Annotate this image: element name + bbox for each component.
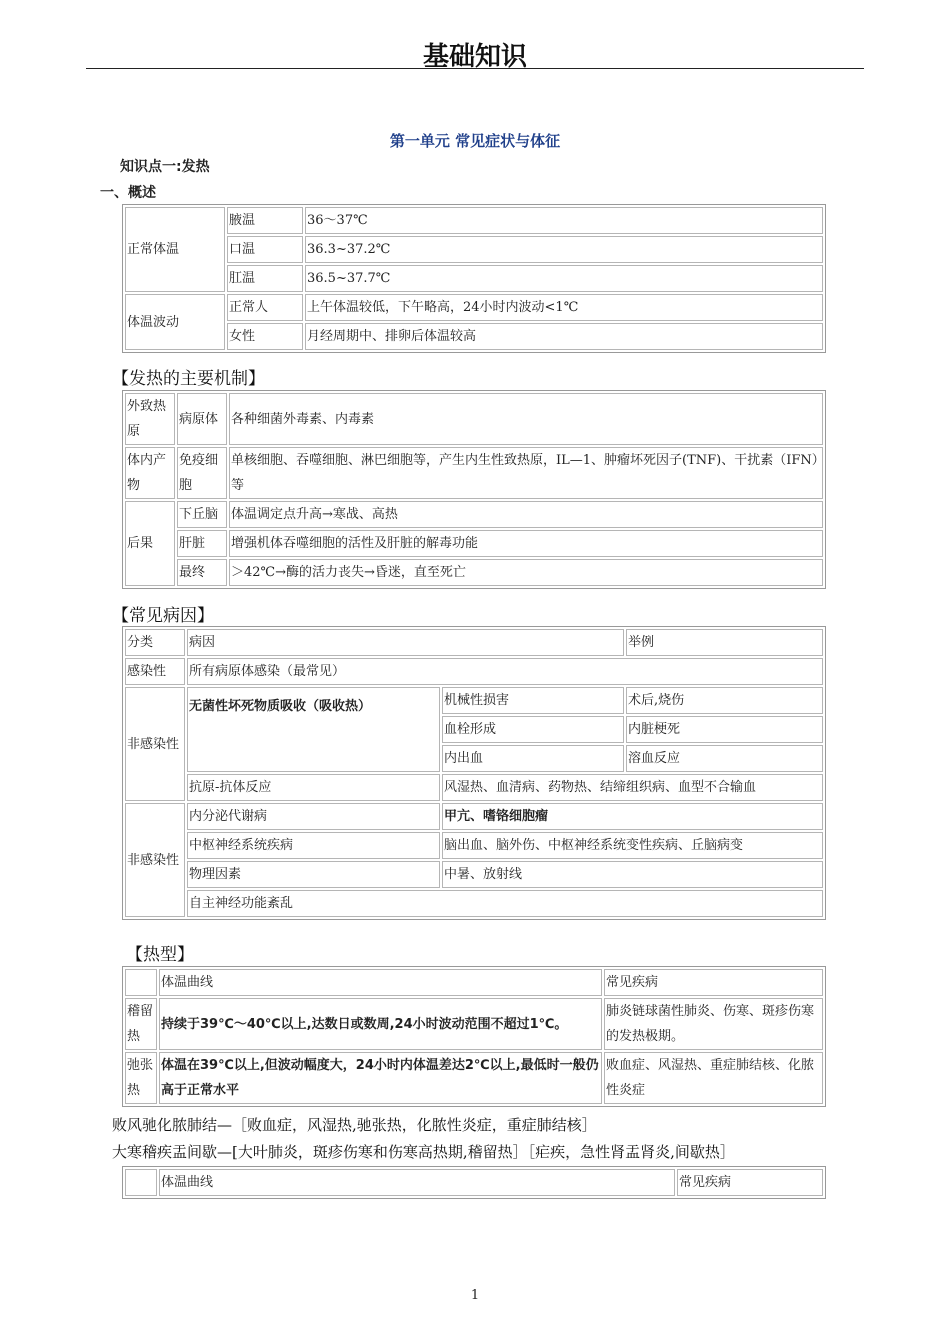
- table-cell: 体温曲线: [159, 1169, 675, 1196]
- mechanism-table: [122, 390, 826, 589]
- table-row: [125, 530, 823, 557]
- header-rule: [86, 68, 864, 69]
- table-cell: 脑出血、脑外伤、中枢神经系统变性疾病、丘脑病变: [442, 832, 823, 859]
- table-row: [125, 774, 823, 801]
- table-cell: 36.3~37.2℃: [305, 236, 823, 263]
- mnemonic-line-2: 大寒稽疾盂间歇—[大叶肺炎，斑疹伤寒和伤寒高热期,稽留热］［疟疾，急性肾盂肾炎,间歇热］: [112, 1143, 735, 1161]
- table-cell: 体温在39℃以上,但波动幅度大，24小时内体温差达2℃以上,最低时一般仍高于正常水平: [159, 1052, 602, 1104]
- table-cell: 体温曲线: [159, 969, 602, 996]
- table-cell: 36.5~37.7℃: [305, 265, 823, 292]
- table-row: [125, 236, 823, 263]
- table-row: [125, 629, 823, 656]
- table-cell: 所有病原体感染（最常见）: [187, 658, 823, 685]
- causes-table: [122, 626, 826, 920]
- mechanism-heading: 【发热的主要机制】: [112, 369, 265, 389]
- table-cell: 肛温: [227, 265, 303, 292]
- table-cell: 非感染性: [125, 687, 185, 801]
- table-cell: 常见疾病: [604, 969, 823, 996]
- knowledge-point-title: 知识点一:发热: [120, 159, 210, 175]
- table-cell: 术后,烧伤: [626, 687, 823, 714]
- table-row: [125, 207, 823, 234]
- table-cell: 中暑、放射线: [442, 861, 823, 888]
- table-cell: [125, 969, 157, 996]
- table-cell: 肝脏: [177, 530, 227, 557]
- table-row: [125, 861, 823, 888]
- table-cell: 增强机体吞噬细胞的活性及肝脏的解毒功能: [229, 530, 823, 557]
- table-row: [125, 294, 823, 321]
- overview-table: [122, 204, 826, 353]
- table-row: [125, 998, 823, 1050]
- table-cell: 肺炎链球菌性肺炎、伤寒、斑疹伤寒的发热极期。: [604, 998, 823, 1050]
- table-cell: 持续于39℃～40℃以上,达数日或数周,24小时波动范围不超过1℃。: [159, 998, 602, 1050]
- table-cell: 感染性: [125, 658, 185, 685]
- table-cell: 败血症、风湿热、重症肺结核、化脓性炎症: [604, 1052, 823, 1104]
- table-row: [125, 393, 823, 445]
- table-cell: 内出血: [442, 745, 624, 772]
- table-cell: 稽留热: [125, 998, 157, 1050]
- table-cell: 机械性损害: [442, 687, 624, 714]
- table-cell: 常见疾病: [677, 1169, 823, 1196]
- table-row: [125, 323, 823, 350]
- mnemonic-line-1: 败风驰化脓肺结—［败血症，风湿热,驰张热，化脓性炎症，重症肺结核］: [112, 1116, 597, 1134]
- table-cell: 分类: [125, 629, 185, 656]
- table-row: [125, 265, 823, 292]
- table-cell: 36～37℃: [305, 207, 823, 234]
- table-cell: 下丘脑: [177, 501, 227, 528]
- table-cell: 弛张热: [125, 1052, 157, 1104]
- table-cell: 女性: [227, 323, 303, 350]
- table-cell: 病因: [187, 629, 624, 656]
- table-cell: 腋温: [227, 207, 303, 234]
- table-cell: 体温调定点升高→寒战、高热: [229, 501, 823, 528]
- table-cell: 内脏梗死: [626, 716, 823, 743]
- table-row: [125, 1169, 823, 1196]
- table-cell: 非感染性: [125, 803, 185, 917]
- table-cell: 体内产物: [125, 447, 175, 499]
- table-cell: 单核细胞、吞噬细胞、淋巴细胞等，产生内生性致热原，IL—1、肿瘤坏死因子(TNF)、干扰素（IFN）等: [229, 447, 823, 499]
- table-cell: 内分泌代谢病: [187, 803, 440, 830]
- causes-heading: 【常见病因】: [112, 606, 214, 626]
- table-cell: [125, 1169, 157, 1196]
- table-cell: 无菌性坏死物质吸收（吸收热）: [187, 687, 440, 772]
- table-row: [125, 890, 823, 917]
- table-row: [125, 447, 823, 499]
- table-cell: 风湿热、血清病、药物热、结缔组织病、血型不合输血: [442, 774, 823, 801]
- table-cell: 最终: [177, 559, 227, 586]
- table-cell: 免疫细胞: [177, 447, 227, 499]
- table-cell: 溶血反应: [626, 745, 823, 772]
- table-cell: 甲亢、嗜铬细胞瘤: [442, 803, 823, 830]
- table-cell: 物理因素: [187, 861, 440, 888]
- bottom-table: [122, 1166, 826, 1199]
- table-row: [125, 803, 823, 830]
- unit-title: 第一单元 常见症状与体征: [389, 132, 561, 150]
- table-row: [125, 501, 823, 528]
- fever-type-table: [122, 966, 826, 1107]
- section-overview-heading: 一、概述: [100, 185, 156, 201]
- table-cell: ＞42℃→酶的活力丧失→昏迷，直至死亡: [229, 559, 823, 586]
- table-cell: 抗原-抗体反应: [187, 774, 440, 801]
- table-cell: 月经周期中、排卵后体温较高: [305, 323, 823, 350]
- page-number: 1: [470, 1288, 480, 1303]
- table-row: [125, 559, 823, 586]
- table-cell: 血栓形成: [442, 716, 624, 743]
- table-row: [125, 832, 823, 859]
- table-cell: 举例: [626, 629, 823, 656]
- table-cell: 正常体温: [125, 207, 225, 292]
- table-cell: 中枢神经系统疾病: [187, 832, 440, 859]
- table-cell: 正常人: [227, 294, 303, 321]
- table-cell: 后果: [125, 501, 175, 586]
- table-cell: 外致热原: [125, 393, 175, 445]
- table-cell: 自主神经功能紊乱: [187, 890, 823, 917]
- table-cell: 上午体温较低，下午略高，24小时内波动<1℃: [305, 294, 823, 321]
- page-header-title: 基础知识: [422, 42, 527, 72]
- table-row: [125, 969, 823, 996]
- table-cell: 口温: [227, 236, 303, 263]
- table-row: [125, 658, 823, 685]
- table-cell: 体温波动: [125, 294, 225, 350]
- table-row: [125, 687, 823, 714]
- table-cell: 病原体: [177, 393, 227, 445]
- table-cell: 各种细菌外毒素、内毒素: [229, 393, 823, 445]
- table-row: [125, 1052, 823, 1104]
- fever-type-heading: 【热型】: [126, 945, 194, 965]
